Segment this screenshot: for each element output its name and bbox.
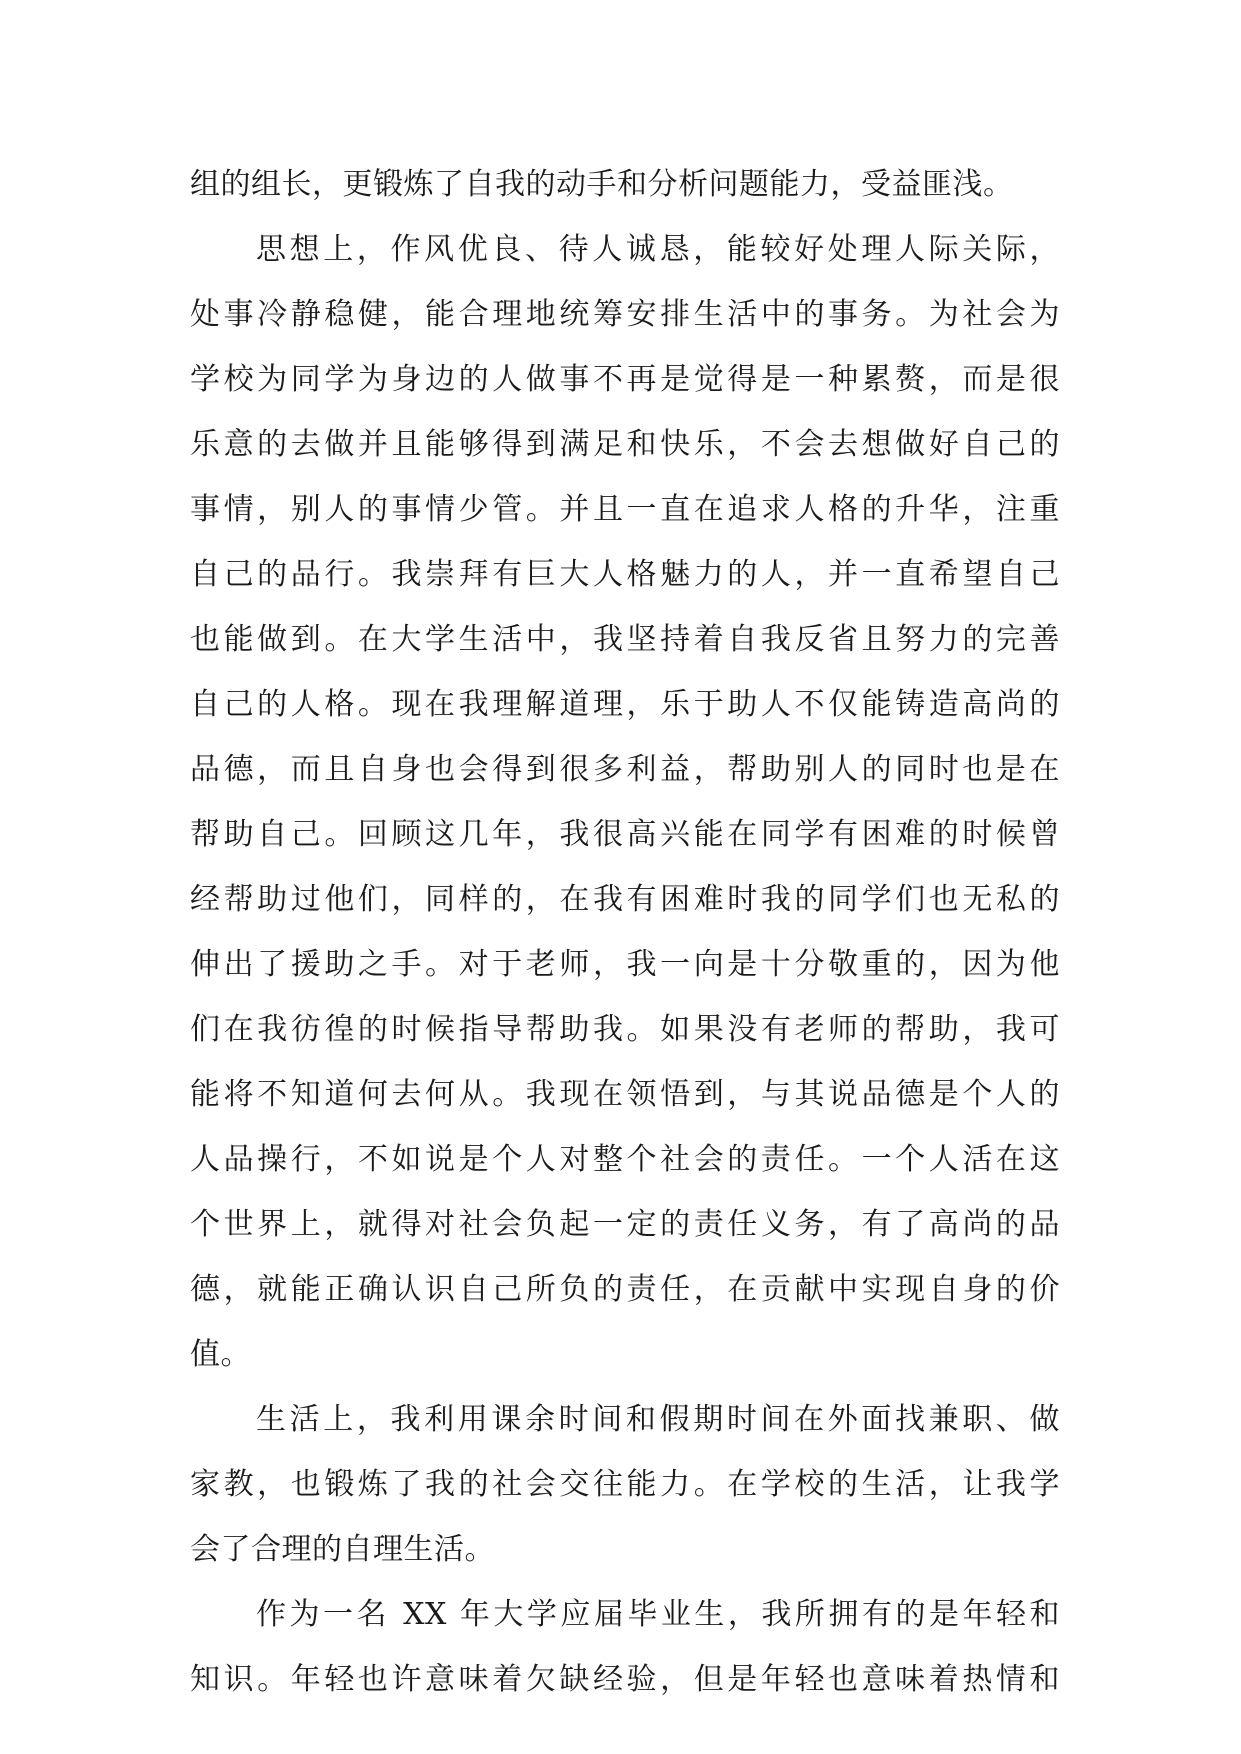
text-line: 个世界上，就得对社会负起一定的责任义务，有了高尚的品 — [190, 1207, 1060, 1242]
text-line: 乐意的去做并且能够得到满足和快乐，不会去想做好自己的 — [190, 427, 1060, 462]
text-line: 自己的人格。现在我理解道理，乐于助人不仅能铸造高尚的 — [190, 687, 1060, 722]
text-line: 学校为同学为身边的人做事不再是觉得是一种累赘，而是很 — [190, 362, 1060, 397]
paragraph-start-line: 作为一名 XX 年大学应届毕业生，我所拥有的是年轻和 — [256, 1597, 1060, 1632]
text-line: 组的组长，更锻炼了自我的动手和分析问题能力，受益匪浅。 — [190, 167, 1014, 202]
text-line: 品德，而且自身也会得到很多利益，帮助别人的同时也是在 — [190, 752, 1060, 787]
text-line: 人品操行，不如说是个人对整个社会的责任。一个人活在这 — [190, 1142, 1060, 1177]
text-line: 们在我彷徨的时候指导帮助我。如果没有老师的帮助，我可 — [190, 1012, 1060, 1047]
text-line: 也能做到。在大学生活中，我坚持着自我反省且努力的完善 — [190, 622, 1060, 657]
paragraph-start-line: 思想上，作风优良、待人诚恳，能较好处理人际关际， — [256, 232, 1060, 267]
text-line: 经帮助过他们，同样的，在我有困难时我的同学们也无私的 — [190, 882, 1060, 917]
text-line: 会了合理的自理生活。 — [190, 1532, 495, 1567]
text-line: 处事冷静稳健，能合理地统筹安排生活中的事务。为社会为 — [190, 297, 1060, 332]
text-line: 值。 — [190, 1337, 251, 1372]
text-line: 自己的品行。我崇拜有巨大人格魅力的人，并一直希望自己 — [190, 557, 1060, 592]
text-line: 帮助自己。回顾这几年，我很高兴能在同学有困难的时候曾 — [190, 817, 1060, 852]
text-line: 知识。年轻也许意味着欠缺经验，但是年轻也意味着热情和 — [190, 1662, 1060, 1697]
text-line: 事情，别人的事情少管。并且一直在追求人格的升华，注重 — [190, 492, 1060, 527]
document-body — [190, 152, 1060, 1712]
text-line: 伸出了援助之手。对于老师，我一向是十分敬重的，因为他 — [190, 947, 1060, 982]
text-line: 家教，也锻炼了我的社会交往能力。在学校的生活，让我学 — [190, 1467, 1060, 1502]
text-line: 德，就能正确认识自己所负的责任，在贡献中实现自身的价 — [190, 1272, 1060, 1307]
paragraph-start-line: 生活上，我利用课余时间和假期时间在外面找兼职、做 — [256, 1402, 1060, 1437]
text-line: 能将不知道何去何从。我现在领悟到，与其说品德是个人的 — [190, 1077, 1060, 1112]
